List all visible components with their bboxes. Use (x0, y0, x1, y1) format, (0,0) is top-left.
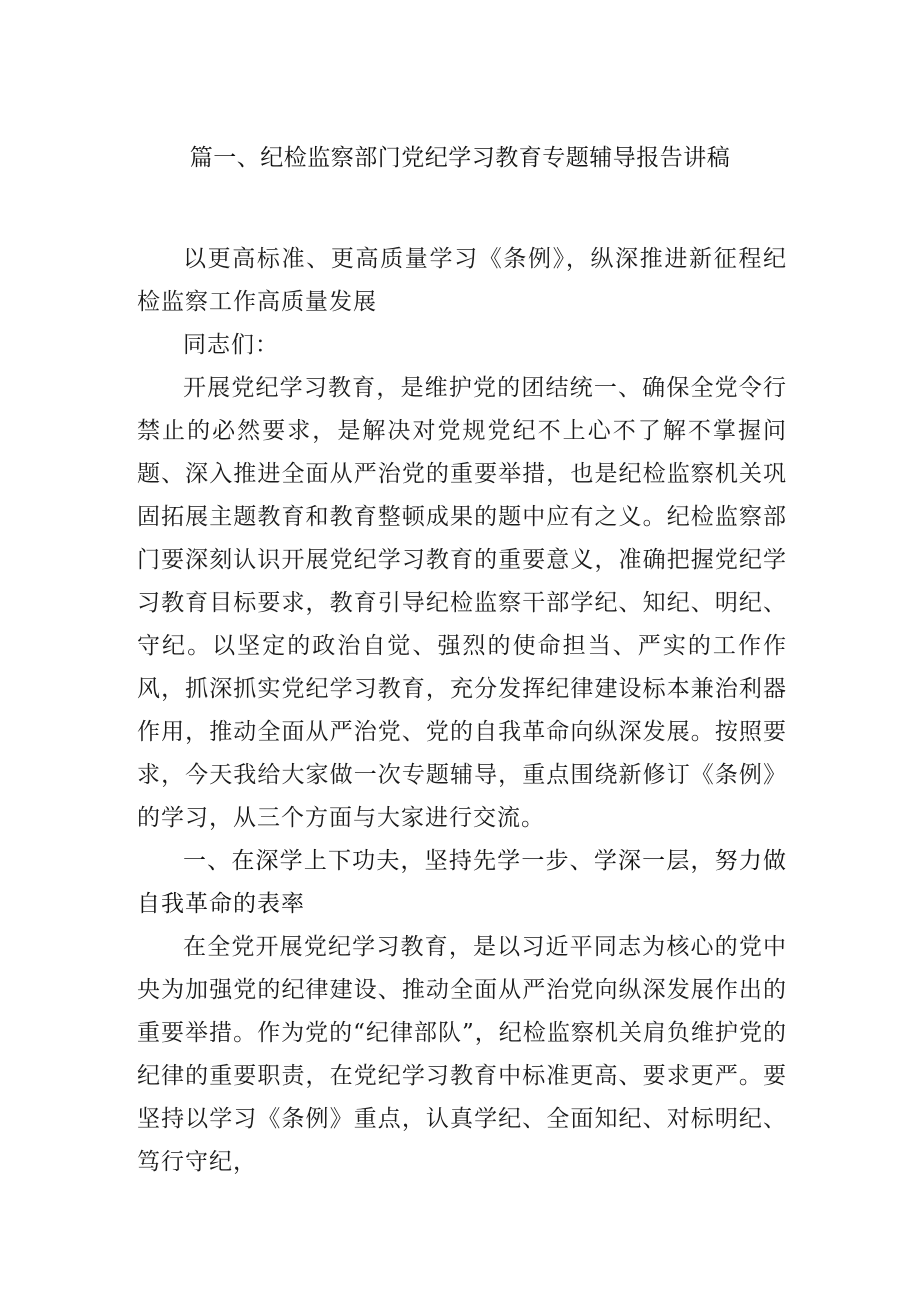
body-paragraph: 开展党纪学习教育，是维护党的团结统一、确保全党令行禁止的必然要求，是解决对党规党纪不上心不了解不掌握问题、深入推进全面从严治党的重要举措，也是纪检监察机关巩固拓展主题教育和教育整顿成果的题中应有之义。纪检监察部门要深刻认识开展党纪学习教育的重要意义，准确把握党纪学习教育目标要求，教育引导纪检监察干部学纪、知纪、明纪、守纪。以坚定的政治自觉、强烈的使命担当、严实的工作作风，抓深抓实党纪学习教育，充分发挥纪律建设标本兼治利器作用，推动全面从严治党、党的自我革命向纵深发展。按照要求，今天我给大家做一次专题辅导，重点围绕新修订《条例》的学习，从三个方面与大家进行交流。 (137, 375, 787, 831)
section-heading: 一、在深学上下功夫，坚持先学一步、学深一层，努力做自我革命的表率 (137, 848, 787, 917)
document-title: 篇一、纪检监察部门党纪学习教育专题辅导报告讲稿 (189, 145, 731, 171)
speech-subtitle: 以更高标准、更高质量学习《条例》，纵深推进新征程纪检监察工作高质量发展 (137, 246, 787, 315)
body-paragraph: 在全党开展党纪学习教育，是以习近平同志为核心的党中央为加强党的纪律建设、推动全面从严治党向纵深发展作出的重要举措。作为党的“纪律部队”，纪检监察机关肩负维护党的纪律的重要职责，在党纪学习教育中标准更高、要求更严。要坚持以学习《条例》重点，认真学纪、全面知纪、对标明纪、笃行守纪， (137, 934, 787, 1175)
salutation: 同志们： (183, 332, 279, 358)
document-body (137, 238, 787, 1184)
